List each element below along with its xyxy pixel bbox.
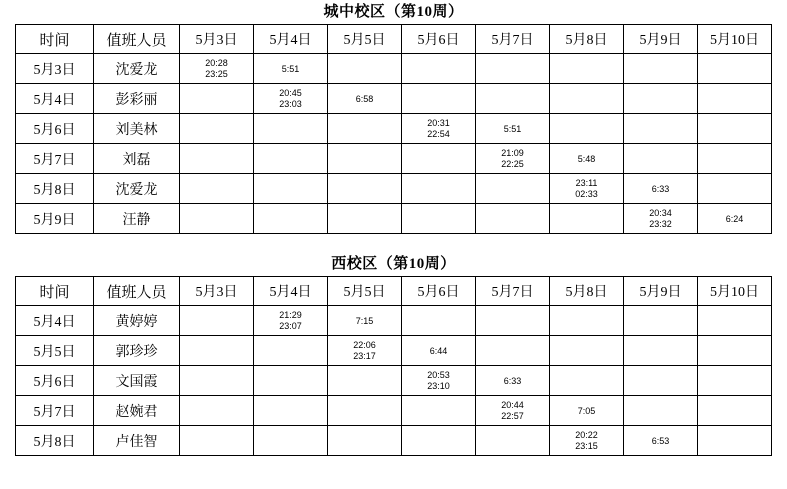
row-staff-name: 黄婷婷 bbox=[94, 306, 180, 336]
time-lines: 6:58 bbox=[355, 93, 374, 104]
time-cell bbox=[624, 204, 698, 234]
time-lines bbox=[476, 350, 549, 351]
time-lines bbox=[254, 410, 327, 411]
time-cell bbox=[402, 144, 476, 174]
table-header-row bbox=[16, 277, 772, 306]
table-row bbox=[16, 114, 772, 144]
time-cell bbox=[550, 54, 624, 84]
time-cell bbox=[402, 306, 476, 336]
time-lines: 6:33 bbox=[503, 375, 522, 386]
time-cell bbox=[328, 336, 402, 366]
time-lines bbox=[254, 440, 327, 441]
time-lines: 21:29 23:07 bbox=[279, 310, 302, 331]
time-lines bbox=[550, 320, 623, 321]
time-cell bbox=[476, 306, 550, 336]
time-lines: 7:05 bbox=[577, 405, 596, 416]
time-lines bbox=[624, 98, 697, 99]
row-date: 5月6日 bbox=[16, 366, 94, 396]
header-cell-day: 5月8日 bbox=[550, 25, 624, 54]
time-cell bbox=[698, 396, 772, 426]
time-lines bbox=[698, 68, 771, 69]
time-lines bbox=[254, 188, 327, 189]
time-lines bbox=[402, 188, 475, 189]
time-lines bbox=[624, 350, 697, 351]
time-lines bbox=[254, 218, 327, 219]
time-cell bbox=[180, 144, 254, 174]
time-cell bbox=[402, 426, 476, 456]
time-cell bbox=[550, 174, 624, 204]
time-lines bbox=[402, 410, 475, 411]
row-staff-name: 郭珍珍 bbox=[94, 336, 180, 366]
time-cell bbox=[476, 204, 550, 234]
time-lines bbox=[550, 128, 623, 129]
time-cell bbox=[402, 396, 476, 426]
table-row bbox=[16, 84, 772, 114]
time-lines bbox=[476, 98, 549, 99]
time-lines: 5:48 bbox=[577, 153, 596, 164]
time-lines bbox=[624, 380, 697, 381]
time-cell bbox=[624, 174, 698, 204]
time-lines bbox=[180, 440, 253, 441]
header-cell-day: 5月9日 bbox=[624, 25, 698, 54]
time-cell bbox=[550, 114, 624, 144]
header-cell-day: 5月4日 bbox=[254, 277, 328, 306]
time-lines bbox=[624, 128, 697, 129]
time-lines bbox=[698, 440, 771, 441]
time-cell bbox=[624, 144, 698, 174]
time-lines: 6:44 bbox=[429, 345, 448, 356]
time-cell bbox=[550, 204, 624, 234]
time-lines bbox=[328, 218, 401, 219]
time-cell bbox=[328, 54, 402, 84]
header-cell-day: 5月6日 bbox=[402, 277, 476, 306]
row-date: 5月5日 bbox=[16, 336, 94, 366]
time-cell bbox=[328, 84, 402, 114]
table-row bbox=[16, 204, 772, 234]
header-cell-day: 5月5日 bbox=[328, 277, 402, 306]
time-lines: 21:09 22:25 bbox=[501, 148, 524, 169]
row-staff-name: 刘磊 bbox=[94, 144, 180, 174]
time-cell bbox=[698, 54, 772, 84]
row-staff-name: 赵婉君 bbox=[94, 396, 180, 426]
time-lines bbox=[180, 350, 253, 351]
header-cell-staff: 值班人员 bbox=[94, 25, 180, 54]
row-staff-name: 沈爱龙 bbox=[94, 54, 180, 84]
time-lines bbox=[180, 128, 253, 129]
time-cell bbox=[180, 396, 254, 426]
time-cell bbox=[180, 306, 254, 336]
time-cell bbox=[254, 144, 328, 174]
time-cell bbox=[476, 114, 550, 144]
time-lines: 6:33 bbox=[651, 183, 670, 194]
time-cell bbox=[624, 306, 698, 336]
row-date: 5月4日 bbox=[16, 306, 94, 336]
time-cell bbox=[624, 426, 698, 456]
time-lines bbox=[254, 380, 327, 381]
time-cell bbox=[328, 174, 402, 204]
header-cell-time: 时间 bbox=[16, 25, 94, 54]
time-cell bbox=[254, 396, 328, 426]
header-cell-day: 5月7日 bbox=[476, 25, 550, 54]
header-cell-day: 5月8日 bbox=[550, 277, 624, 306]
time-cell bbox=[402, 114, 476, 144]
time-lines bbox=[402, 158, 475, 159]
time-cell bbox=[476, 336, 550, 366]
schedule-table-chengzhong bbox=[15, 24, 772, 234]
time-cell bbox=[698, 204, 772, 234]
time-lines bbox=[698, 350, 771, 351]
time-lines bbox=[402, 68, 475, 69]
time-lines bbox=[254, 128, 327, 129]
time-cell bbox=[328, 114, 402, 144]
time-lines bbox=[328, 410, 401, 411]
schedule-section-xixiaoqu bbox=[0, 252, 787, 456]
time-cell bbox=[328, 306, 402, 336]
time-cell bbox=[180, 336, 254, 366]
time-lines bbox=[624, 158, 697, 159]
row-staff-name: 彭彩丽 bbox=[94, 84, 180, 114]
row-date: 5月8日 bbox=[16, 174, 94, 204]
time-cell bbox=[624, 84, 698, 114]
time-lines bbox=[624, 320, 697, 321]
time-cell bbox=[180, 174, 254, 204]
time-lines bbox=[550, 68, 623, 69]
time-lines: 5:51 bbox=[281, 63, 300, 74]
time-lines: 20:45 23:03 bbox=[279, 88, 302, 109]
time-lines bbox=[550, 350, 623, 351]
time-cell bbox=[254, 174, 328, 204]
row-staff-name: 沈爱龙 bbox=[94, 174, 180, 204]
time-lines bbox=[698, 410, 771, 411]
row-date: 5月9日 bbox=[16, 204, 94, 234]
time-lines bbox=[698, 188, 771, 189]
time-lines bbox=[180, 188, 253, 189]
table-header-row bbox=[16, 25, 772, 54]
time-lines: 22:06 23:17 bbox=[353, 340, 376, 361]
row-date: 5月8日 bbox=[16, 426, 94, 456]
time-cell bbox=[328, 144, 402, 174]
table-row bbox=[16, 174, 772, 204]
table-row bbox=[16, 144, 772, 174]
time-lines bbox=[328, 68, 401, 69]
time-cell bbox=[180, 426, 254, 456]
row-staff-name: 汪静 bbox=[94, 204, 180, 234]
header-cell-day: 5月5日 bbox=[328, 25, 402, 54]
row-date: 5月6日 bbox=[16, 114, 94, 144]
time-cell bbox=[402, 174, 476, 204]
time-cell bbox=[254, 306, 328, 336]
time-lines bbox=[180, 410, 253, 411]
time-cell bbox=[550, 366, 624, 396]
time-lines bbox=[402, 98, 475, 99]
time-cell bbox=[254, 114, 328, 144]
time-lines bbox=[476, 320, 549, 321]
table-row bbox=[16, 306, 772, 336]
time-lines: 20:22 23:15 bbox=[575, 430, 598, 451]
table-row bbox=[16, 366, 772, 396]
time-lines bbox=[624, 68, 697, 69]
row-staff-name: 卢佳智 bbox=[94, 426, 180, 456]
time-cell bbox=[476, 84, 550, 114]
time-lines: 7:15 bbox=[355, 315, 374, 326]
time-cell bbox=[328, 204, 402, 234]
time-lines bbox=[476, 440, 549, 441]
time-lines bbox=[402, 320, 475, 321]
time-lines: 20:34 23:32 bbox=[649, 208, 672, 229]
time-cell bbox=[180, 366, 254, 396]
time-lines: 20:28 23:25 bbox=[205, 58, 228, 79]
time-cell bbox=[476, 396, 550, 426]
time-lines: 5:51 bbox=[503, 123, 522, 134]
time-cell bbox=[698, 366, 772, 396]
time-lines bbox=[402, 440, 475, 441]
time-lines bbox=[476, 218, 549, 219]
time-lines bbox=[698, 98, 771, 99]
time-cell bbox=[476, 174, 550, 204]
header-cell-day: 5月10日 bbox=[698, 277, 772, 306]
time-cell bbox=[476, 426, 550, 456]
time-cell bbox=[402, 54, 476, 84]
time-lines: 20:44 22:57 bbox=[501, 400, 524, 421]
time-lines bbox=[698, 320, 771, 321]
time-cell bbox=[476, 54, 550, 84]
time-lines bbox=[328, 128, 401, 129]
time-cell bbox=[550, 336, 624, 366]
time-lines bbox=[328, 380, 401, 381]
time-lines: 20:53 23:10 bbox=[427, 370, 450, 391]
table-row bbox=[16, 396, 772, 426]
table-row bbox=[16, 54, 772, 84]
time-lines: 20:31 22:54 bbox=[427, 118, 450, 139]
time-cell bbox=[624, 366, 698, 396]
time-cell bbox=[402, 204, 476, 234]
header-cell-day: 5月7日 bbox=[476, 277, 550, 306]
time-lines bbox=[698, 380, 771, 381]
time-cell bbox=[698, 174, 772, 204]
time-cell bbox=[550, 306, 624, 336]
table-body bbox=[16, 277, 772, 456]
time-lines: 6:53 bbox=[651, 435, 670, 446]
time-cell bbox=[180, 54, 254, 84]
time-cell bbox=[180, 114, 254, 144]
time-lines bbox=[328, 158, 401, 159]
time-lines bbox=[402, 218, 475, 219]
time-cell bbox=[254, 336, 328, 366]
time-cell bbox=[698, 336, 772, 366]
header-cell-staff: 值班人员 bbox=[94, 277, 180, 306]
time-cell bbox=[328, 426, 402, 456]
table-row bbox=[16, 426, 772, 456]
row-staff-name: 刘美林 bbox=[94, 114, 180, 144]
time-lines bbox=[254, 158, 327, 159]
time-lines bbox=[254, 350, 327, 351]
time-cell bbox=[550, 426, 624, 456]
time-cell bbox=[698, 84, 772, 114]
time-cell bbox=[402, 366, 476, 396]
schedule-section-chengzhong bbox=[0, 0, 787, 234]
time-lines bbox=[550, 98, 623, 99]
time-lines: 23:11 02:33 bbox=[575, 178, 598, 199]
header-cell-day: 5月6日 bbox=[402, 25, 476, 54]
time-lines bbox=[180, 98, 253, 99]
time-cell bbox=[550, 84, 624, 114]
time-cell bbox=[328, 366, 402, 396]
time-cell bbox=[624, 114, 698, 144]
time-cell bbox=[180, 204, 254, 234]
schedule-table-xixiaoqu bbox=[15, 276, 772, 456]
section-title: 西校区（第10周） bbox=[331, 256, 456, 272]
time-lines bbox=[328, 188, 401, 189]
time-lines bbox=[328, 440, 401, 441]
time-lines bbox=[476, 68, 549, 69]
time-cell bbox=[624, 396, 698, 426]
time-lines: 6:24 bbox=[725, 213, 744, 224]
time-lines bbox=[550, 218, 623, 219]
time-cell bbox=[476, 144, 550, 174]
time-cell bbox=[254, 204, 328, 234]
header-cell-day: 5月10日 bbox=[698, 25, 772, 54]
section-title: 城中校区（第10周） bbox=[323, 4, 464, 20]
header-cell-time: 时间 bbox=[16, 277, 94, 306]
time-cell bbox=[698, 114, 772, 144]
row-date: 5月3日 bbox=[16, 54, 94, 84]
time-lines bbox=[180, 320, 253, 321]
time-lines bbox=[624, 410, 697, 411]
time-lines bbox=[180, 218, 253, 219]
time-cell bbox=[698, 144, 772, 174]
time-cell bbox=[254, 54, 328, 84]
row-date: 5月7日 bbox=[16, 396, 94, 426]
time-cell bbox=[550, 396, 624, 426]
time-cell bbox=[402, 336, 476, 366]
time-lines bbox=[698, 158, 771, 159]
row-date: 5月4日 bbox=[16, 84, 94, 114]
time-lines bbox=[180, 380, 253, 381]
time-cell bbox=[550, 144, 624, 174]
time-cell bbox=[476, 366, 550, 396]
time-lines bbox=[180, 158, 253, 159]
time-cell bbox=[402, 84, 476, 114]
header-cell-day: 5月9日 bbox=[624, 277, 698, 306]
row-date: 5月7日 bbox=[16, 144, 94, 174]
time-cell bbox=[254, 84, 328, 114]
time-lines bbox=[698, 128, 771, 129]
time-cell bbox=[254, 366, 328, 396]
time-cell bbox=[328, 396, 402, 426]
time-cell bbox=[698, 306, 772, 336]
time-lines bbox=[476, 188, 549, 189]
table-row bbox=[16, 336, 772, 366]
header-cell-day: 5月3日 bbox=[180, 277, 254, 306]
table-body bbox=[16, 25, 772, 234]
time-lines bbox=[550, 380, 623, 381]
time-cell bbox=[624, 54, 698, 84]
time-cell bbox=[698, 426, 772, 456]
row-staff-name: 文国霞 bbox=[94, 366, 180, 396]
time-cell bbox=[180, 84, 254, 114]
time-cell bbox=[624, 336, 698, 366]
header-cell-day: 5月3日 bbox=[180, 25, 254, 54]
header-cell-day: 5月4日 bbox=[254, 25, 328, 54]
time-cell bbox=[254, 426, 328, 456]
